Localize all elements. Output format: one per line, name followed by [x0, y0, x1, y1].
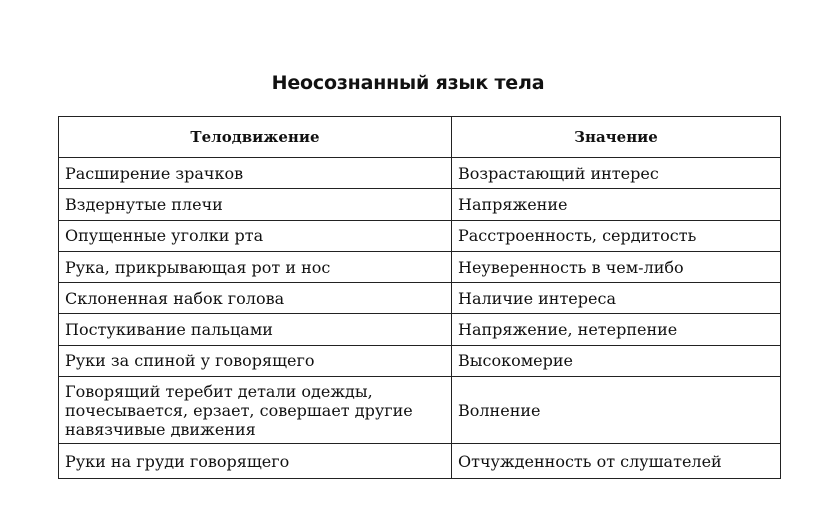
page-title: Неосознанный язык тела: [271, 72, 545, 94]
meaning-cell: Неуверенность в чем-либо: [452, 251, 781, 282]
meaning-cell: Возрастающий интерес: [452, 158, 781, 189]
column-header-meaning: Значение: [452, 117, 781, 158]
meaning-cell: Напряжение: [452, 189, 781, 220]
table-row: [59, 283, 781, 314]
movement-cell: Расширение зрачков: [59, 158, 452, 189]
movement-cell: Рука, прикрывающая рот и нос: [59, 251, 452, 282]
movement-cell: Руки на груди говорящего: [59, 444, 452, 479]
table-row: [59, 158, 781, 189]
movement-cell: Руки за спиной у говорящего: [59, 345, 452, 376]
table-row: [59, 345, 781, 376]
table-row: [59, 314, 781, 345]
table-row: [59, 377, 781, 444]
movement-cell: Говорящий теребит детали одежды, почесывается, ерзает, совершает другие навязчивые движения: [59, 377, 452, 444]
meaning-cell: Отчужденность от слушателей: [452, 444, 781, 479]
meaning-cell: Волнение: [452, 377, 781, 444]
meaning-cell: Наличие интереса: [452, 283, 781, 314]
meaning-cell: Расстроенность, сердитость: [452, 220, 781, 251]
table-header-row: [59, 117, 781, 158]
table-row: [59, 444, 781, 479]
table-row: [59, 220, 781, 251]
table-row: [59, 251, 781, 282]
movement-cell: Постукивание пальцами: [59, 314, 452, 345]
meaning-cell: Напряжение, нетерпение: [452, 314, 781, 345]
meaning-cell: Высокомерие: [452, 345, 781, 376]
movement-cell: Вздернутые плечи: [59, 189, 452, 220]
body-language-table: [58, 116, 781, 479]
column-header-movement: Телодвижение: [59, 117, 452, 158]
table-row: [59, 189, 781, 220]
movement-cell: Опущенные уголки рта: [59, 220, 452, 251]
movement-cell: Склоненная набок голова: [59, 283, 452, 314]
